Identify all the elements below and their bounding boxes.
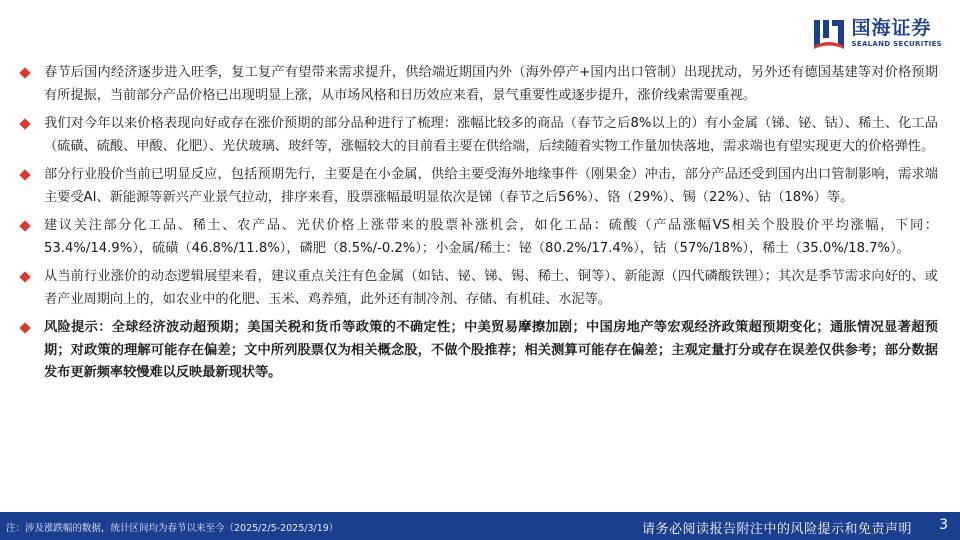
bullet-list xyxy=(18,62,938,391)
footer-note: 注：涉及涨跌幅的数据，统计区间均为春节以来至今（2025/2/5-2025/3/19） xyxy=(6,523,339,534)
footer-bar xyxy=(0,512,960,540)
bullet-text: 建议关注部分化工品、稀土、农产品、光伏价格上涨带来的股票补涨机会，如化工品：硫酸（产品涨幅VS相关个股股价平均涨幅，下同：53.4%/14.9%），硫磺（46.8%/11.8%），磷肥（8.5%/-0.2%）；小金属/稀土：铋（80.2%/17.4%），钴（57%/18%），稀土（35.0%/18.7%）。 xyxy=(44,218,938,256)
bullet-item xyxy=(18,266,938,311)
risk-warning-item xyxy=(18,317,938,385)
diamond-bullet-icon xyxy=(19,322,30,333)
diamond-bullet-icon xyxy=(19,271,30,282)
bullet-text: 春节后国内经济逐步进入旺季，复工复产有望带来需求提升，供给端近期国内外（海外停产+国内出口管制）出现扰动，另外还有德国基建等对价格预期有所提振，当前部分产品价格已出现明显上涨，从市场风格和日历效应来看，景气重要性或逐步提升，涨价线索需要重视。 xyxy=(44,65,938,103)
bullet-item xyxy=(18,215,938,260)
bullet-item xyxy=(18,164,938,209)
page-number: 3 xyxy=(939,517,948,533)
diamond-bullet-icon xyxy=(19,67,30,78)
bullet-item xyxy=(18,113,938,158)
company-logo xyxy=(812,16,942,50)
risk-warning-text: 风险提示：全球经济波动超预期；美国关税和货币等政策的不确定性；中美贸易摩擦加剧；中国房地产等宏观经济政策超预期变化；通胀情况显著超预期；对政策的理解可能存在偏差；文中所列股票仅为相关概念股，不做个股推荐；相关测算可能存在偏差；主观定量打分或存在误差仅供参考；部分数据发布更新频率较慢难以反映最新现状等。 xyxy=(44,320,938,380)
logo-chinese-name: 国海证券 xyxy=(851,16,932,39)
bullet-item xyxy=(18,62,938,107)
bullet-text: 从当前行业涨价的动态逻辑展望来看，建议重点关注有色金属（如钴、铋、锑、锡、稀土、铜等）、新能源（四代磷酸铁锂）；其次是季节需求向好的、或者产业周期向上的，如农业中的化肥、玉米、鸡养殖，此外还有制冷剂、存储、有机硅、水泥等。 xyxy=(44,269,938,307)
bullet-text: 部分行业股价当前已明显反应，包括预期先行，主要是在小金属，供给主要受海外地缘事件（刚果金）冲击，部分产品还受到国内出口管制影响，需求端主要受AI、新能源等新兴产业景气拉动，排序来看，股票涨幅最明显依次是锑（春节之后56%）、铬（29%）、锡（22%）、钴（18%）等。 xyxy=(44,167,938,205)
bullet-text: 我们对今年以来价格表现向好或存在涨价预期的部分品种进行了梳理：涨幅比较多的商品（春节之后8%以上的）有小金属（锑、铋、钴）、稀土、化工品（硫磺、硫酸、甲酸、化肥）、光伏玻璃、玻纤等，涨幅较大的目前看主要在供给端，后续随着实物工作量加快落地，需求端也有望实现更大的价格弹性。 xyxy=(44,116,938,154)
diamond-bullet-icon xyxy=(19,220,30,231)
footer-disclaimer: 请务必阅读报告附注中的风险提示和免责声明 xyxy=(641,522,912,537)
sealand-logo-icon xyxy=(812,16,846,50)
diamond-bullet-icon xyxy=(19,169,30,180)
logo-english-name: SEALAND SECURITIES xyxy=(851,39,942,48)
diamond-bullet-icon xyxy=(19,118,30,129)
